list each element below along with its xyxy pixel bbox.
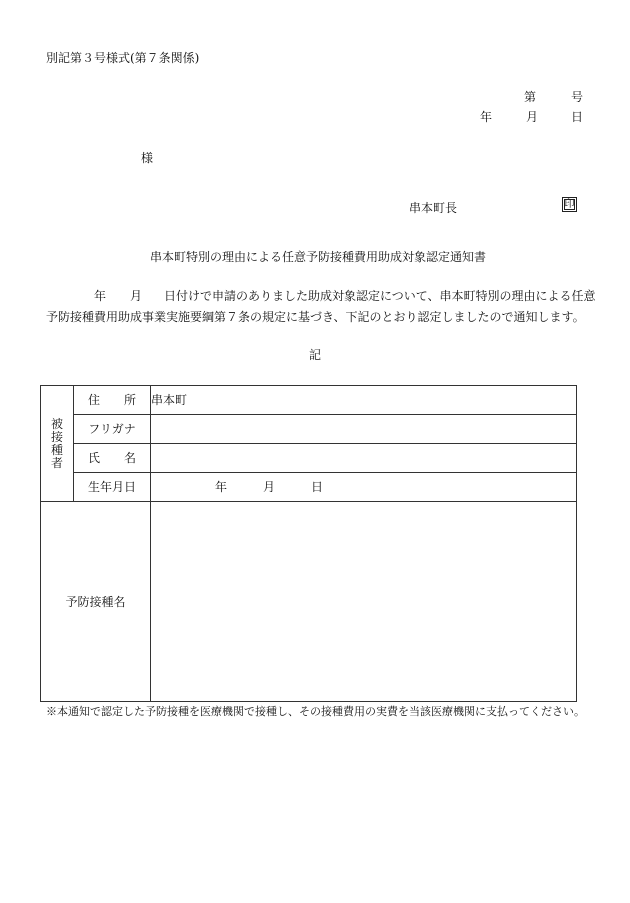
form-number: 別記第３号様式(第７条関係) <box>46 51 200 65</box>
vaccine-field[interactable] <box>151 502 577 702</box>
dob-field[interactable] <box>151 473 577 502</box>
vaccine-label: 予防接種名 <box>41 502 151 702</box>
recipient-group-label: 被 接 種 者 <box>41 386 74 502</box>
furigana-field[interactable] <box>151 415 577 444</box>
address-field[interactable]: 串本町 <box>151 386 577 415</box>
date-year: 年 <box>480 110 493 124</box>
ref-dai: 第 <box>524 90 537 104</box>
document-title: 串本町特別の理由による任意予防接種費用助成対象認定通知書 <box>150 250 487 264</box>
recipient-table <box>40 385 577 702</box>
dob-month: 月 <box>263 480 276 494</box>
body-month: 月 <box>130 289 143 303</box>
date-day: 日 <box>571 110 584 124</box>
body-line-1: 日付けで申請のありました助成対象認定について、串本町特別の理由による任意 <box>164 289 596 303</box>
name-field[interactable] <box>151 444 577 473</box>
body-line-2: 予防接種費用助成事業実施要綱第７条の規定に基づき、下記のとおり認定しましたので通知します。 <box>46 310 585 324</box>
dob-label: 生年月日 <box>74 473 151 502</box>
issuer: 串本町長 <box>409 201 458 215</box>
dob-day: 日 <box>311 480 324 494</box>
name-label: 氏 名 <box>74 444 151 473</box>
date-month: 月 <box>526 110 539 124</box>
addressee-suffix: 様 <box>141 151 154 165</box>
body-year: 年 <box>94 289 107 303</box>
footnote: ※本通知で認定した予防接種を医療機関で接種し、その接種費用の実費を当該医療機関に支払ってください。 <box>46 705 585 718</box>
furigana-label: フリガナ <box>74 415 151 444</box>
address-label: 住 所 <box>74 386 151 415</box>
ref-go: 号 <box>571 90 584 104</box>
dob-year: 年 <box>215 480 228 494</box>
seal-stamp: 印 <box>562 197 577 212</box>
ki-mark: 記 <box>309 348 322 362</box>
